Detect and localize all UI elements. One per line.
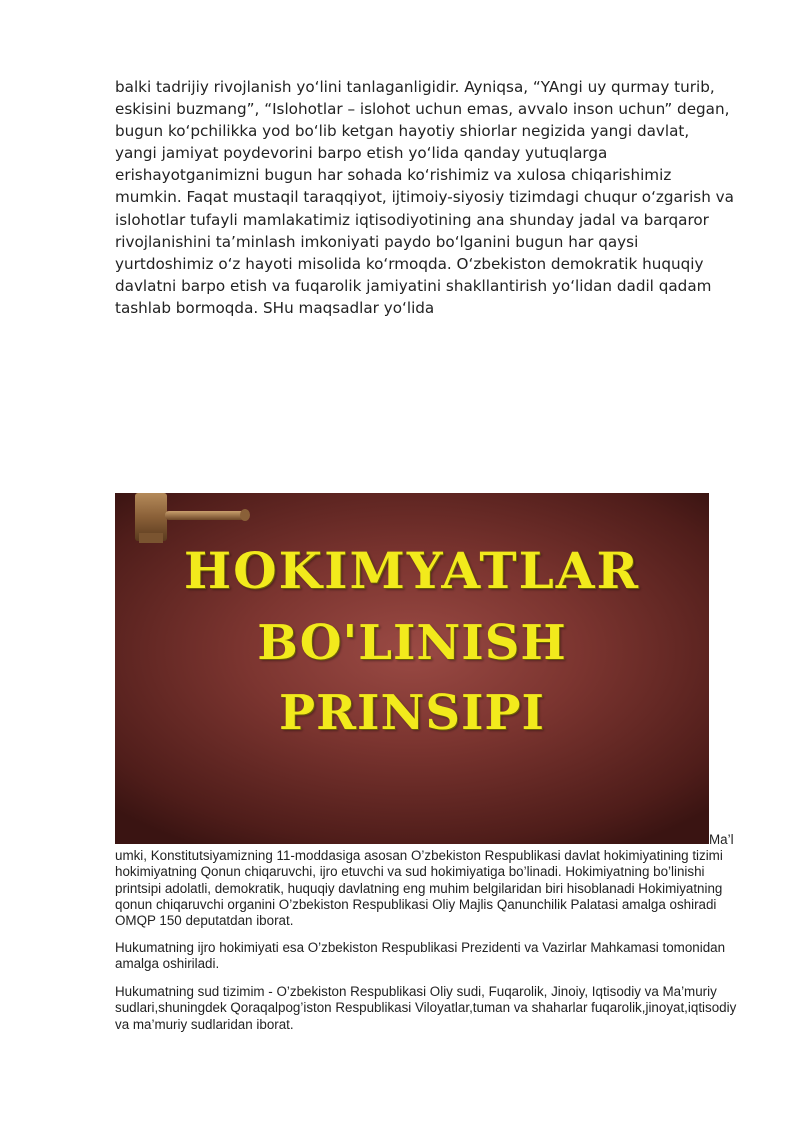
figure-title-line-3: PRINSIPI [279, 685, 545, 741]
paragraph-judicial-system: Hukumatning sud tizimim - O’zbekiston Respublikasi Oliy sudi, Fuqarolik, Jinoiy, Iqtisodiy va Ma’muriy sudlari,shuningdek Qoraqalpog’iston Respublikasi Viloyatlar,tuman va shaharlar fuqarolik,jinoyat,iqtisodiy va ma’muriy sudlaridan iborat. [115, 984, 737, 1032]
figure-title-line-2: BO'LINISH [257, 615, 567, 671]
intro-paragraph: balki tadrijiy rivojlanish yo‘lini tanlaganligidir. Ayniqsa, “YAngi uy qurmay turib, eskisini buzmang”, “Islohotlar – islohot uchun emas, avvalo inson uchun” degan, bugun ko‘pchilikka yod bo‘lib ketgan hayotiy shiorlar negizida yangi davlat, yangi jamiyat poydevorini barpo etish yo‘lida qanday yutuqlarga erishayotganimizni bugun har sohada ko‘rishimiz va xulosa chiqarishimiz mumkin. Faqat mustaqil taraqqiyot, ijtimoiy-siyosiy tizimdagi chuqur o‘zgarish va islohotlar tufayli mamlakatimiz iqtisodiyotining ana shunday jadal va barqaror rivojlanishini ta’minlash imkoniyati paydo bo‘lganini bugun har qaysi yurtdoshimiz o‘z hayoti misolida ko‘rmoqda. O‘zbekiston demokratik huquqiy davlatni barpo etish va fuqarolik jamiyatini shakllantirish yo‘lidan dadil qadam tashlab bormoqda. SHu maqsadlar yo‘lida [115, 78, 734, 317]
paragraph-constitution: umki, Konstitutsiyamizning 11-moddasiga asosan O’zbekiston Respublikasi davlat hokimiyatining tizimi hokimiyatning Qonun chiqaruvchi, ijro etuvchi va sud hokimiyatiga bo’linadi. Hokimiyatning bo’linishi printsipi adolatli, demokratik, huquqiy davlatning eng muhim belgilaridan biri hisoblanadi Hokimiyatning qonun chiqaruvchi organini O’zbekiston Respublikasi Oliy Majlis Qanunchilik Palatasi amalga oshiradi OMQP 150 deputatdan iborat. [115, 848, 723, 929]
paragraph-executive-power: Hukumatning ijro hokimiyati esa O’zbekiston Respublikasi Prezidenti va Vazirlar Mahkamasi tomonidan amalga oshiriladi. [115, 940, 726, 972]
topic-illustration [115, 493, 709, 844]
figure-title-line-1: HOKIMYATLAR [183, 541, 641, 600]
paragraph-start-fragment: Ma’l [709, 832, 734, 847]
